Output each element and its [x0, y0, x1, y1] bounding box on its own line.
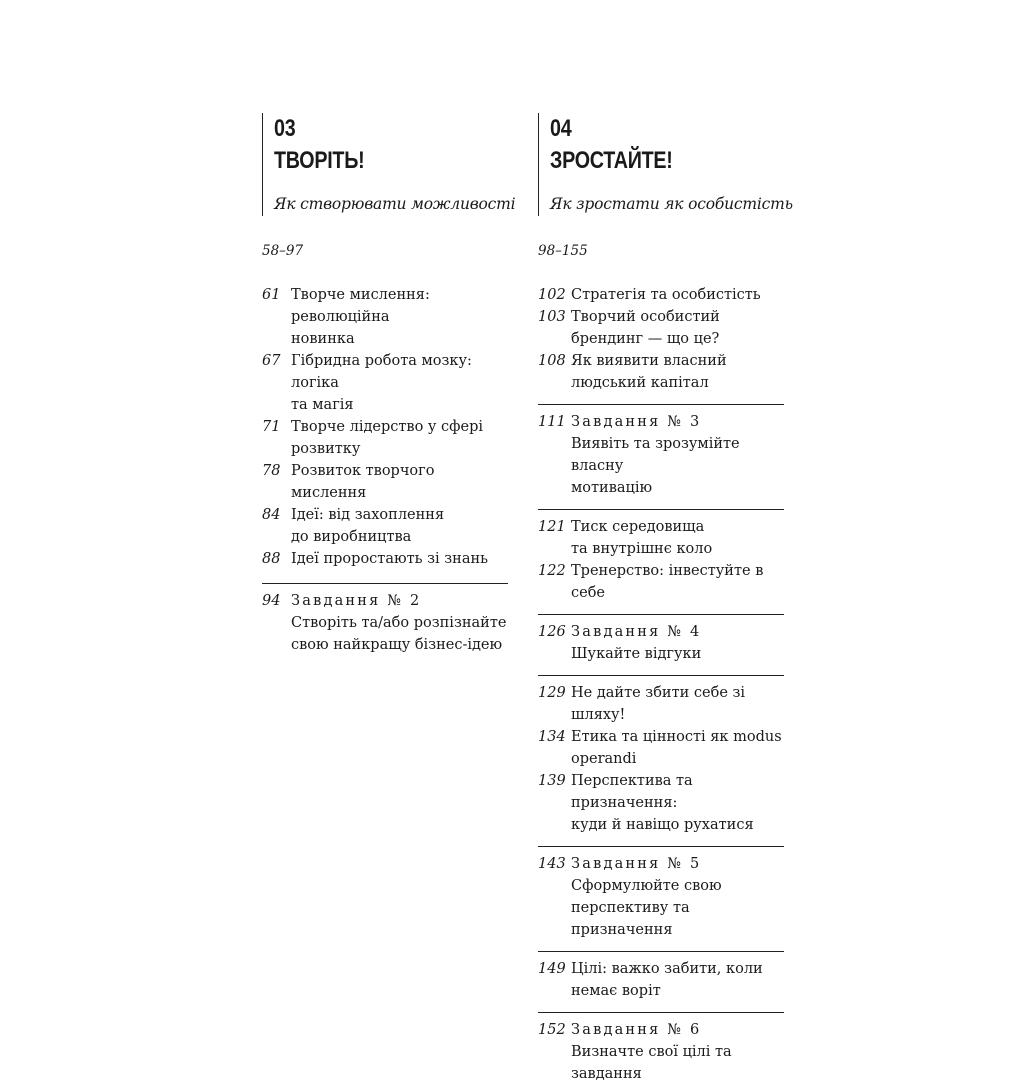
entry-line: перспективу та призначення: [571, 900, 690, 938]
toc-entry[interactable]: [538, 516, 784, 560]
toc-group: [538, 614, 784, 665]
chapter-04-header: [538, 113, 793, 216]
page-number: 108: [538, 353, 566, 369]
page-number: 152: [538, 1022, 566, 1038]
entry-line: Створіть та/або розпізнайте: [291, 615, 507, 631]
entry-text: [571, 726, 782, 770]
entry-text: [291, 590, 506, 656]
toc-task-entry[interactable]: [262, 590, 508, 656]
toc-entry[interactable]: [262, 284, 508, 350]
entry-line: людський капітал: [571, 375, 709, 391]
entry-line: свою найкращу бізнес-ідею: [291, 637, 503, 653]
toc-group: [538, 675, 784, 836]
chapter-title: ТВОРІТЬ!: [274, 147, 365, 174]
page-number: 78: [262, 463, 281, 479]
entry-text: [291, 416, 483, 460]
entry-line: Сформулюйте свою: [571, 878, 722, 894]
chapter-03-header: [262, 113, 516, 216]
task-label: Завдання № 3: [571, 414, 702, 430]
toc-group: [538, 284, 784, 394]
page-number: 122: [538, 563, 566, 579]
entry-line: Ідеї проростають зі знань: [291, 551, 489, 567]
entry-line: Стратегія та особистість: [571, 287, 761, 303]
entry-line: Виявіть та зрозумійте власну: [571, 436, 740, 474]
toc-group: [262, 583, 508, 656]
task-label: Завдання № 6: [571, 1022, 702, 1038]
toc-entry[interactable]: [538, 284, 784, 306]
toc-group: [538, 846, 784, 941]
toc-entry[interactable]: [538, 726, 784, 770]
entry-line: Не дайте збити себе зі шляху!: [571, 685, 746, 723]
entry-line: Творче лідерство у сфері: [291, 419, 484, 435]
toc-entry[interactable]: [538, 350, 784, 394]
entry-text: [571, 853, 784, 941]
entry-line: до виробництва: [291, 529, 412, 545]
page-number: 143: [538, 856, 566, 872]
chapter-number: 03: [274, 115, 296, 142]
page-number: 126: [538, 624, 566, 640]
entry-text: [571, 350, 727, 394]
entry-text: [571, 958, 763, 1002]
entry-text: [571, 516, 712, 560]
entry-text: [571, 1019, 784, 1085]
toc-task-entry[interactable]: [538, 411, 784, 499]
entry-line: немає воріт: [571, 983, 661, 999]
entry-text: [571, 284, 761, 306]
page-number: 67: [262, 353, 281, 369]
entry-text: [571, 411, 784, 499]
entry-line: Тренерство: інвестуйте в себе: [571, 563, 764, 601]
toc-entry[interactable]: [262, 460, 508, 504]
entry-text: [571, 770, 784, 836]
entry-text: [571, 306, 720, 350]
task-label: Завдання № 5: [571, 856, 702, 872]
entry-line: мотивацію: [571, 480, 653, 496]
entry-line: Розвиток творчого мислення: [291, 463, 435, 501]
toc-entry[interactable]: [538, 958, 784, 1002]
chapter-subtitle: Як зростати як особистість: [550, 195, 793, 213]
entry-line: operandi: [571, 751, 637, 767]
entry-line: та магія: [291, 397, 354, 413]
entry-line: Визначте свої цілі та завдання: [571, 1044, 732, 1082]
toc-entry[interactable]: [262, 504, 508, 548]
toc-entry[interactable]: [538, 682, 784, 726]
toc-entry[interactable]: [262, 548, 508, 570]
toc-entry[interactable]: [262, 416, 508, 460]
page-number: 84: [262, 507, 281, 523]
entry-line: Як виявити власний: [571, 353, 727, 369]
page-number: 134: [538, 729, 566, 745]
page-number: 61: [262, 287, 281, 303]
entry-text: [571, 621, 701, 665]
entry-line: Творчий особистий: [571, 309, 720, 325]
page-range: 98–155: [538, 243, 588, 259]
page-number: 149: [538, 961, 566, 977]
toc-group: [538, 1012, 784, 1085]
page-number: 88: [262, 551, 281, 567]
chapter-title: ЗРОСТАЙТЕ!: [550, 147, 673, 174]
page-number: 94: [262, 593, 281, 609]
toc-task-entry[interactable]: [538, 1019, 784, 1085]
task-label: Завдання № 2: [291, 593, 422, 609]
toc-group: [262, 284, 508, 570]
entry-text: [571, 560, 784, 604]
chapter-subtitle: Як створювати можливості: [274, 195, 516, 213]
entry-line: новинка: [291, 331, 355, 347]
entry-line: та внутрішнє коло: [571, 541, 713, 557]
entry-line: Цілі: важко забити, коли: [571, 961, 763, 977]
entry-line: Творче мислення: революційна: [291, 287, 430, 325]
entry-line: Тиск середовища: [571, 519, 705, 535]
toc-group: [538, 404, 784, 499]
entry-text: [291, 548, 488, 570]
task-label: Завдання № 4: [571, 624, 702, 640]
page-number: 111: [538, 414, 566, 430]
toc-entry[interactable]: [538, 306, 784, 350]
chapter-number: 04: [550, 115, 572, 142]
page-range: 58–97: [262, 243, 304, 259]
entry-text: [291, 460, 508, 504]
entry-text: [291, 350, 508, 416]
toc-entry[interactable]: [262, 350, 508, 416]
entry-line: Гібридна робота мозку: логіка: [291, 353, 472, 391]
page-number: 71: [262, 419, 281, 435]
entry-line: куди й навіщо рухатися: [571, 817, 754, 833]
entry-line: розвитку: [291, 441, 361, 457]
page-number: 103: [538, 309, 566, 325]
page-number: 129: [538, 685, 566, 701]
toc-group: [538, 951, 784, 1002]
toc-entry[interactable]: [538, 770, 784, 836]
toc-task-entry[interactable]: [538, 853, 784, 941]
toc-group: [538, 509, 784, 604]
entry-text: [571, 682, 784, 726]
page-number: 121: [538, 519, 566, 535]
toc-entry[interactable]: [538, 560, 784, 604]
entry-line: Перспектива та призначення:: [571, 773, 693, 811]
toc-entries: [262, 284, 508, 656]
entry-line: Етика та цінності як modus: [571, 729, 782, 745]
entry-line: брендинг — що це?: [571, 331, 720, 347]
entry-text: [291, 284, 508, 350]
toc-task-entry[interactable]: [538, 621, 784, 665]
entry-text: [291, 504, 444, 548]
page-number: 102: [538, 287, 566, 303]
toc-entries: [538, 284, 784, 1085]
entry-line: Шукайте відгуки: [571, 646, 702, 662]
entry-line: Ідеї: від захоплення: [291, 507, 445, 523]
page-number: 139: [538, 773, 566, 789]
